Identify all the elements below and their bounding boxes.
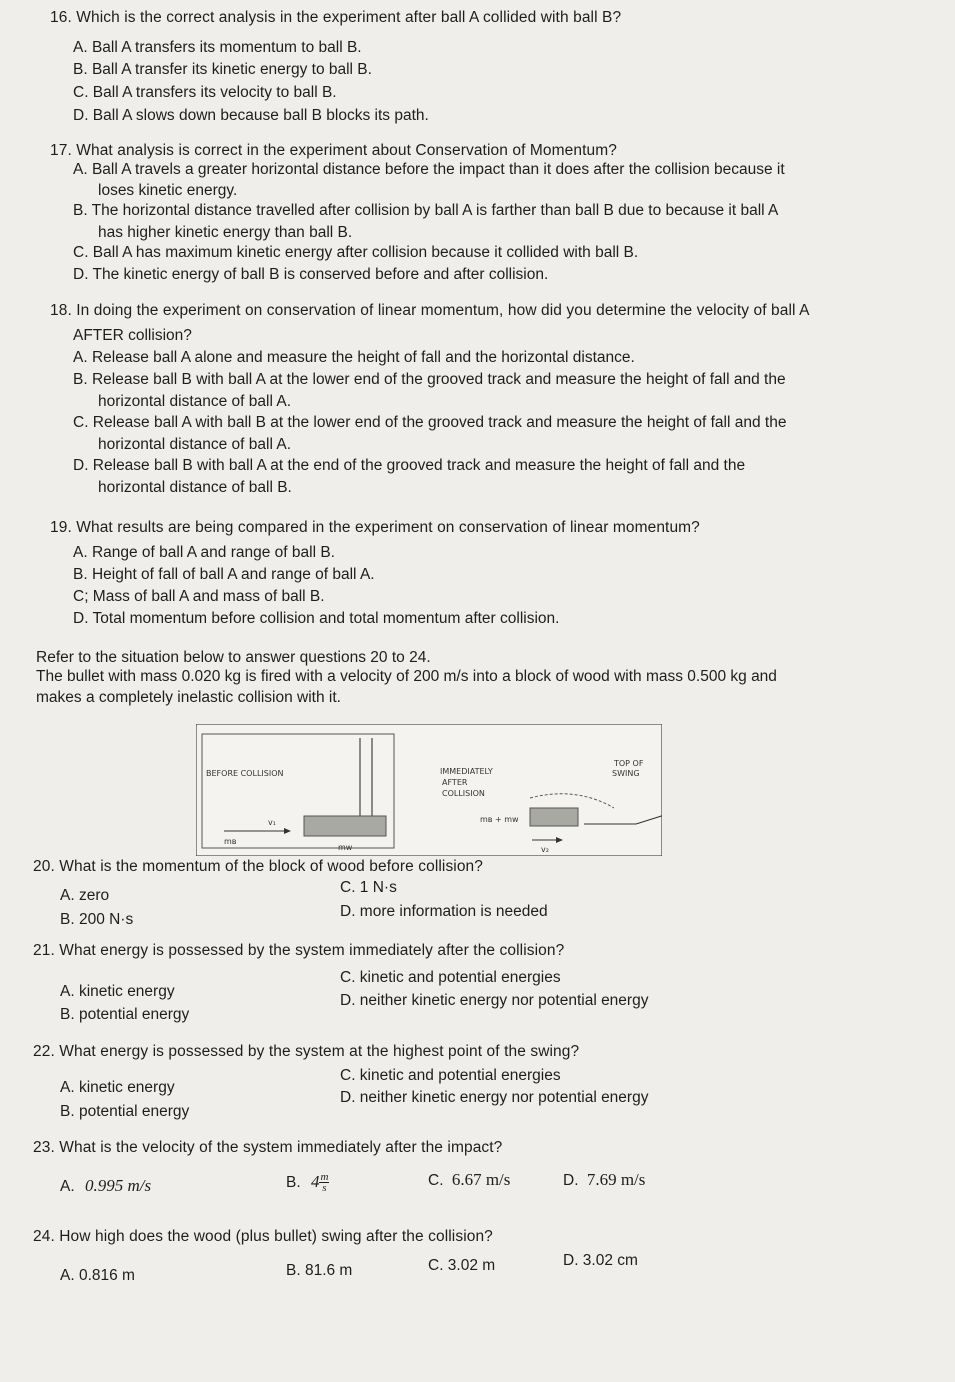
q21-option-a: A. kinetic energy bbox=[60, 983, 175, 1000]
q20-option-c: C. 1 N·s bbox=[340, 879, 397, 896]
immediately-label: IMMEDIATELY bbox=[440, 767, 493, 776]
q23-option-a bbox=[60, 1176, 151, 1196]
q23-option-b bbox=[286, 1172, 329, 1193]
q22-option-c: C. kinetic and potential energies bbox=[340, 1067, 561, 1084]
q21-option-c: C. kinetic and potential energies bbox=[340, 969, 561, 986]
q23-option-c-label: C. bbox=[428, 1172, 444, 1189]
q22-option-a: A. kinetic energy bbox=[60, 1079, 175, 1096]
q19-option-b: B. Height of fall of ball A and range of ball A. bbox=[73, 566, 375, 583]
q21-option-d: D. neither kinetic energy nor potential energy bbox=[340, 992, 649, 1009]
q17-option-a-line2: loses kinetic energy. bbox=[98, 182, 238, 199]
q23-option-d-value: 7.69 m/s bbox=[586, 1170, 646, 1189]
q16-option-d: D. Ball A slows down because ball B blocks its path. bbox=[73, 107, 429, 124]
v1-label: v₁ bbox=[268, 818, 276, 827]
q16-option-c: C. Ball A transfers its velocity to ball B. bbox=[73, 84, 337, 101]
q18-option-b-line1: B. Release ball B with ball A at the lower end of the grooved track and measure the height of fall and the bbox=[73, 371, 786, 388]
q16-stem: 16. Which is the correct analysis in the experiment after ball A collided with ball B? bbox=[50, 9, 622, 26]
q19-option-d: D. Total momentum before collision and total momentum after collision. bbox=[73, 610, 560, 627]
q18-stem-line1: 18. In doing the experiment on conservation of linear momentum, how did you determine the velocity of ball A bbox=[50, 302, 810, 319]
q16-option-a: A. Ball A transfers its momentum to ball B. bbox=[73, 39, 362, 56]
q23-option-b-value: 4 bbox=[310, 1172, 320, 1191]
q22-stem: 22. What energy is possessed by the system at the highest point of the swing? bbox=[33, 1043, 580, 1060]
q17-stem: 17. What analysis is correct in the experiment about Conservation of Momentum? bbox=[50, 142, 617, 159]
q23-stem: 23. What is the velocity of the system immediately after the impact? bbox=[33, 1139, 503, 1156]
combined-mass-label: mʙ + mᴡ bbox=[480, 815, 519, 824]
q23-option-b-unit bbox=[319, 1172, 329, 1193]
top-of-label: TOP OF bbox=[614, 759, 644, 768]
q16-option-b: B. Ball A transfer its kinetic energy to ball B. bbox=[73, 61, 372, 78]
q21-stem: 21. What energy is possessed by the system immediately after the collision? bbox=[33, 942, 565, 959]
q18-option-d-line2: horizontal distance of ball B. bbox=[98, 479, 292, 496]
situation-line3: makes a completely inelastic collision with it. bbox=[36, 689, 341, 706]
wood-mass-label: mᴡ bbox=[338, 843, 353, 852]
q24-option-b: B. 81.6 m bbox=[286, 1262, 353, 1279]
swing-label: SWING bbox=[612, 769, 640, 778]
q21-option-b: B. potential energy bbox=[60, 1006, 190, 1023]
q24-option-c: C. 3.02 m bbox=[428, 1257, 496, 1274]
collision-diagram bbox=[196, 724, 662, 856]
q18-stem-line2: AFTER collision? bbox=[73, 327, 192, 344]
q23-option-a-label: A. bbox=[60, 1178, 75, 1195]
v2-label: v₂ bbox=[541, 845, 549, 854]
q19-option-a: A. Range of ball A and range of ball B. bbox=[73, 544, 335, 561]
bullet-mass-label: mʙ bbox=[224, 837, 237, 846]
q23-option-a-value: 0.995 m/s bbox=[84, 1176, 152, 1195]
q22-option-d: D. neither kinetic energy nor potential energy bbox=[340, 1089, 649, 1106]
wood-block-after bbox=[530, 808, 578, 826]
q17-option-a-line1: A. Ball A travels a greater horizontal distance before the impact than it does after the collision because it bbox=[73, 161, 785, 178]
q18-option-c-line2: horizontal distance of ball A. bbox=[98, 436, 292, 453]
q17-option-b-line1: B. The horizontal distance travelled after collision by ball A is farther than ball B due to because it ball A bbox=[73, 202, 779, 219]
collision-label: COLLISION bbox=[442, 789, 485, 798]
q18-option-d-line1: D. Release ball B with ball A at the end of the grooved track and measure the height of fall and the bbox=[73, 457, 746, 474]
q20-option-d: D. more information is needed bbox=[340, 903, 548, 920]
q22-option-b: B. potential energy bbox=[60, 1103, 190, 1120]
wood-block-before bbox=[304, 816, 386, 836]
q23-option-c bbox=[428, 1170, 510, 1190]
q17-option-b-line2: has higher kinetic energy than ball B. bbox=[98, 224, 353, 241]
q24-stem: 24. How high does the wood (plus bullet) swing after the collision? bbox=[33, 1228, 493, 1245]
q19-stem: 19. What results are being compared in the experiment on conservation of linear momentum? bbox=[50, 519, 700, 536]
q20-option-a: A. zero bbox=[60, 887, 110, 904]
q20-stem: 20. What is the momentum of the block of wood before collision? bbox=[33, 858, 484, 875]
q18-option-c-line1: C. Release ball A with ball B at the lower end of the grooved track and measure the height of fall and the bbox=[73, 414, 787, 431]
q24-option-d: D. 3.02 cm bbox=[563, 1252, 638, 1269]
q18-option-a: A. Release ball A alone and measure the height of fall and the horizontal distance. bbox=[73, 349, 635, 366]
q17-option-d: D. The kinetic energy of ball B is conserved before and after collision. bbox=[73, 266, 549, 283]
diagram-frame bbox=[196, 724, 662, 856]
q23-option-d-label: D. bbox=[563, 1172, 579, 1189]
q23-option-b-label: B. bbox=[286, 1174, 301, 1191]
q23-option-c-value: 6.67 m/s bbox=[451, 1170, 511, 1189]
q19-option-c: C; Mass of ball A and mass of ball B. bbox=[73, 588, 325, 605]
before-collision-label: BEFORE COLLISION bbox=[206, 769, 284, 778]
q23-option-d bbox=[563, 1170, 645, 1190]
situation-line1: Refer to the situation below to answer questions 20 to 24. bbox=[36, 649, 431, 666]
q17-option-c: C. Ball A has maximum kinetic energy after collision because it collided with ball B. bbox=[73, 244, 639, 261]
q18-option-b-line2: horizontal distance of ball A. bbox=[98, 393, 292, 410]
q23-unit-numerator: m bbox=[320, 1171, 329, 1184]
q23-unit-denominator: s bbox=[322, 1182, 327, 1195]
q24-option-a: A. 0.816 m bbox=[60, 1267, 135, 1284]
after-label: AFTER bbox=[442, 778, 468, 787]
q20-option-b: B. 200 N·s bbox=[60, 911, 134, 928]
situation-line2: The bullet with mass 0.020 kg is fired with a velocity of 200 m/s into a block of wood with mass 0.500 kg and bbox=[36, 668, 777, 685]
